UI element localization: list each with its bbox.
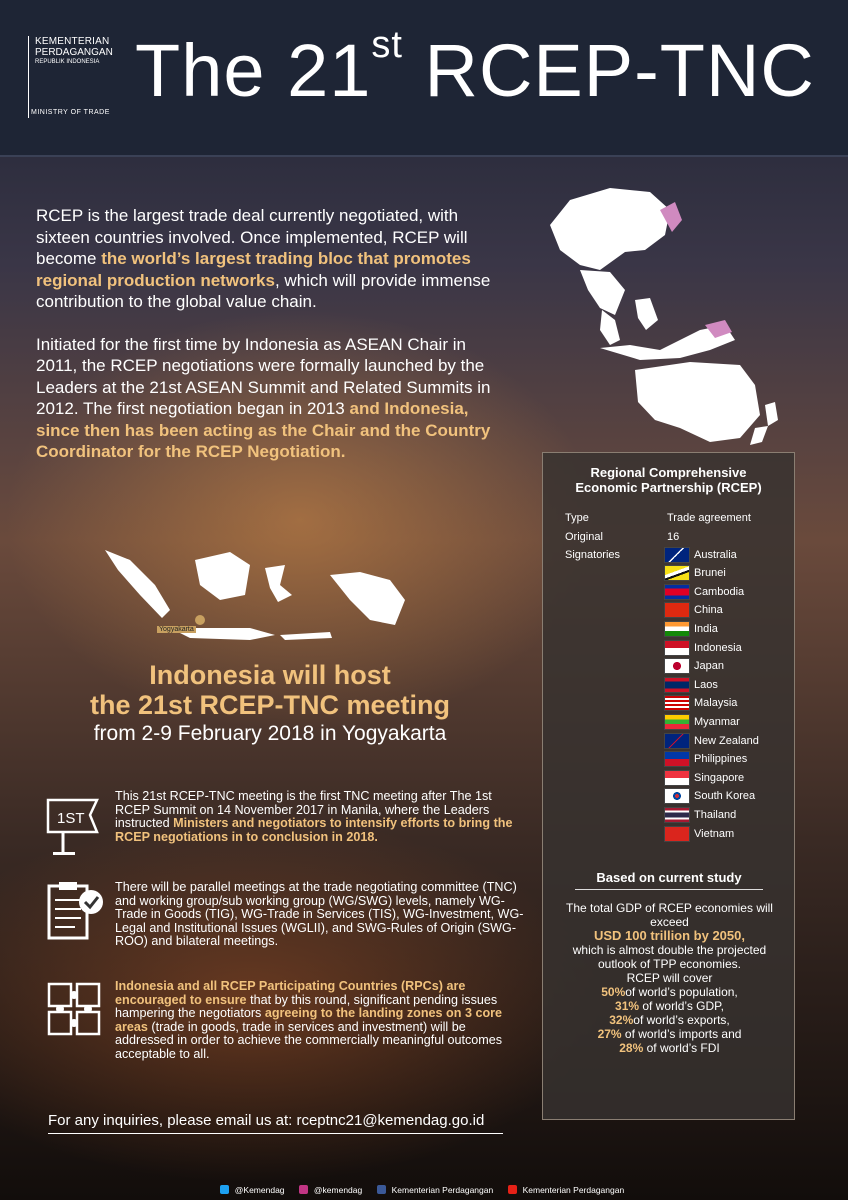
country-row [664, 732, 759, 749]
flag-icon [664, 751, 690, 767]
study-line-3: which is almost double the projected outlook of TPP economies. [572, 943, 767, 971]
country-row [664, 583, 744, 600]
host-announcement [40, 660, 500, 748]
title-post: RCEP-TNC [402, 29, 815, 112]
country-name: New Zealand [694, 734, 759, 747]
logo-line-4: MINISTRY OF TRADE [31, 109, 110, 116]
country-name: Cambodia [694, 585, 745, 598]
study-line-4: RCEP will cover [626, 971, 713, 985]
flag-icon [664, 788, 690, 804]
intro-p1-a: RCEP is the largest trade deal currently negotiated, with sixteen countries involved. Once implemented, RCEP will become [36, 206, 468, 268]
type-label: Type [565, 512, 589, 524]
title-sup: st [371, 24, 403, 66]
flag-icon [664, 714, 690, 730]
host-line-2: the 21st RCEP-TNC meeting [89, 690, 451, 720]
logo-line-3: REPUBLIK INDONESIA [35, 59, 100, 65]
flag-icon [664, 658, 690, 674]
country-row [664, 788, 755, 805]
stat-1-percent: 50% [601, 985, 626, 999]
inquiry-email[interactable]: For any inquiries, please email us at: rceptnc21@kemendag.go.id [48, 1112, 503, 1134]
intro-paragraph-2 [36, 334, 506, 463]
country-row [664, 602, 723, 619]
country-row [664, 620, 718, 637]
stat-5-text: of world’s FDI [643, 1041, 720, 1055]
indonesia-map [100, 540, 410, 650]
country-name: Myanmar [694, 715, 740, 728]
item1-highlight: Ministers and negotiators to intensify efforts to bring the RCEP negotiations in to conclusion in 2018. [115, 816, 513, 844]
flag-icon [664, 602, 690, 618]
country-row [664, 825, 734, 842]
stat-5-percent: 28% [619, 1041, 644, 1055]
country-row [664, 769, 744, 786]
twitter-handle: @Kemendag [234, 1185, 285, 1195]
flag-icon [664, 547, 690, 563]
country-row [664, 565, 726, 582]
study-heading: Based on current study [575, 870, 763, 890]
stat-imports [563, 1027, 776, 1041]
info-item-2: There will be parallel meetings at the trade negotiating committee (TNC) and working group/sub working group (WG/SWG) levels, namely WG-Trade in Goods (TIG), WG-Trade in Services (TIS), WG-Investment, WG-Legal and Institutional Issues (WGLII), and SWG-Rules of Origin (SWG-ROO) and bilateral meetings. [115, 880, 524, 948]
item3-highlight-2: agreeing to the landing zones on 3 core areas [115, 1006, 503, 1034]
instagram-link[interactable] [299, 1185, 366, 1195]
logo-line-2: PERDAGANGAN [35, 47, 113, 58]
country-name: Malaysia [694, 697, 738, 710]
signatories-label: Signatories [565, 549, 621, 561]
panel-title-2: Economic Partnership (RCEP) [575, 480, 762, 495]
instagram-handle: @kemendag [313, 1185, 363, 1195]
stat-2-text: of world’s GDP, [639, 999, 724, 1013]
country-name: Singapore [694, 771, 745, 784]
flag-icon [664, 733, 690, 749]
study-line-1: The total GDP of RCEP economies will exceed [566, 901, 773, 929]
item3-text-b: (trade in goods, trade in services and investment) will be addressed in order to achieve the commercially meaningful outcomes acceptable to all. [115, 1019, 503, 1061]
stat-1-text: of world’s population, [625, 985, 738, 999]
instagram-icon [299, 1185, 308, 1194]
yogyakarta-label: Yogyakarta [159, 626, 194, 633]
host-line-1: Indonesia will host [149, 660, 391, 690]
twitter-link[interactable] [220, 1185, 289, 1195]
facebook-link[interactable] [377, 1185, 498, 1195]
page-title [135, 24, 815, 113]
info-item-1 [115, 790, 525, 844]
rcep-info-panel [542, 452, 795, 1120]
country-name: Australia [694, 548, 737, 561]
country-row [664, 676, 718, 693]
checklist-icon [45, 880, 105, 950]
facebook-handle: Kementerian Perdagangan [391, 1185, 494, 1195]
panel-title-1: Regional Comprehensive [590, 465, 747, 480]
handshake-puzzle-icon [45, 978, 105, 1048]
country-name: Japan [694, 660, 724, 673]
flag-icon [664, 677, 690, 693]
study-line-2: USD 100 trillion by 2050, [593, 928, 745, 943]
header-bar [0, 0, 848, 157]
country-name: Philippines [694, 753, 748, 766]
stat-3-percent: 32% [609, 1013, 634, 1027]
intro-text [36, 205, 506, 484]
logo-line-1: KEMENTERIAN [35, 36, 110, 47]
stat-2-percent: 31% [615, 999, 640, 1013]
intro-p1-highlight: the world’s largest trading bloc that promotes regional production networks [36, 249, 471, 290]
country-name: South Korea [694, 790, 756, 803]
social-links [0, 1185, 848, 1195]
title-pre: The 21 [135, 29, 372, 112]
first-icon-text: 1ST [57, 810, 85, 827]
country-row [664, 695, 737, 712]
stat-3-text: of world’s exports, [633, 1013, 730, 1027]
item1-text: This 21st RCEP-TNC meeting is the first TNC meeting after The 1st RCEP Summit on 14 November 2017 in Manila, where the Leaders instructed [115, 789, 492, 830]
country-name: Vietnam [694, 827, 735, 840]
stat-exports [563, 1013, 776, 1027]
flag-icon [664, 695, 690, 711]
flag-icon [664, 621, 690, 637]
study-text [563, 901, 776, 1055]
country-row [664, 806, 736, 823]
item3-text-a: that by this round, significant pending issues hampering the negotiators [115, 992, 498, 1020]
flag-icon [664, 584, 690, 600]
type-value: Trade agreement [667, 512, 751, 524]
original-label: Original [565, 531, 603, 543]
intro-paragraph-1 [36, 205, 506, 313]
flag-icon [664, 770, 690, 786]
country-name: China [694, 604, 723, 617]
intro-p1-b: , which will provide immense contribution to the global value chain. [36, 270, 491, 311]
twitter-icon [220, 1185, 229, 1194]
country-row [664, 751, 747, 768]
first-flag-icon [45, 790, 105, 860]
country-row [664, 639, 742, 656]
stat-population [563, 985, 776, 999]
host-line-3: from 2-9 February 2018 in Yogyakarta [93, 722, 447, 745]
stat-4-text: of world’s imports and [621, 1027, 742, 1041]
intro-p2-highlight: and Indonesia, since then has been acting as the Chair and the Country Coordinator for the RCEP Negotiation. [36, 399, 491, 461]
country-name: Thailand [694, 808, 737, 821]
country-row [664, 546, 737, 563]
asia-pacific-map [540, 180, 790, 450]
country-name: India [694, 622, 718, 635]
youtube-icon [508, 1185, 517, 1194]
intro-p2-a: Initiated for the first time by Indonesia as ASEAN Chair in 2011, the RCEP negotiations were formally launched by the Leaders at the 21st ASEAN Summit and Related Summits in 2012. The first negotiation began in 2013 [36, 334, 491, 418]
info-item-3 [115, 980, 525, 1061]
country-name: Brunei [694, 567, 726, 580]
stat-gdp [563, 999, 776, 1013]
flag-icon [664, 826, 690, 842]
ministry-logo [28, 36, 118, 118]
stat-4-percent: 27% [597, 1027, 622, 1041]
country-name: Indonesia [694, 641, 742, 654]
original-value: 16 [667, 531, 680, 543]
facebook-icon [377, 1185, 386, 1194]
stat-fdi [563, 1041, 776, 1055]
youtube-link[interactable] [508, 1185, 629, 1195]
country-row [664, 713, 740, 730]
item3-highlight-1: Indonesia and all RCEP Participating Countries (RPCs) are encouraged to ensure [115, 979, 466, 1007]
flag-icon [664, 640, 690, 656]
youtube-handle: Kementerian Perdagangan [522, 1185, 625, 1195]
country-name: Laos [694, 678, 718, 691]
flag-icon [664, 565, 690, 581]
country-row [664, 658, 724, 675]
flag-icon [664, 807, 690, 823]
